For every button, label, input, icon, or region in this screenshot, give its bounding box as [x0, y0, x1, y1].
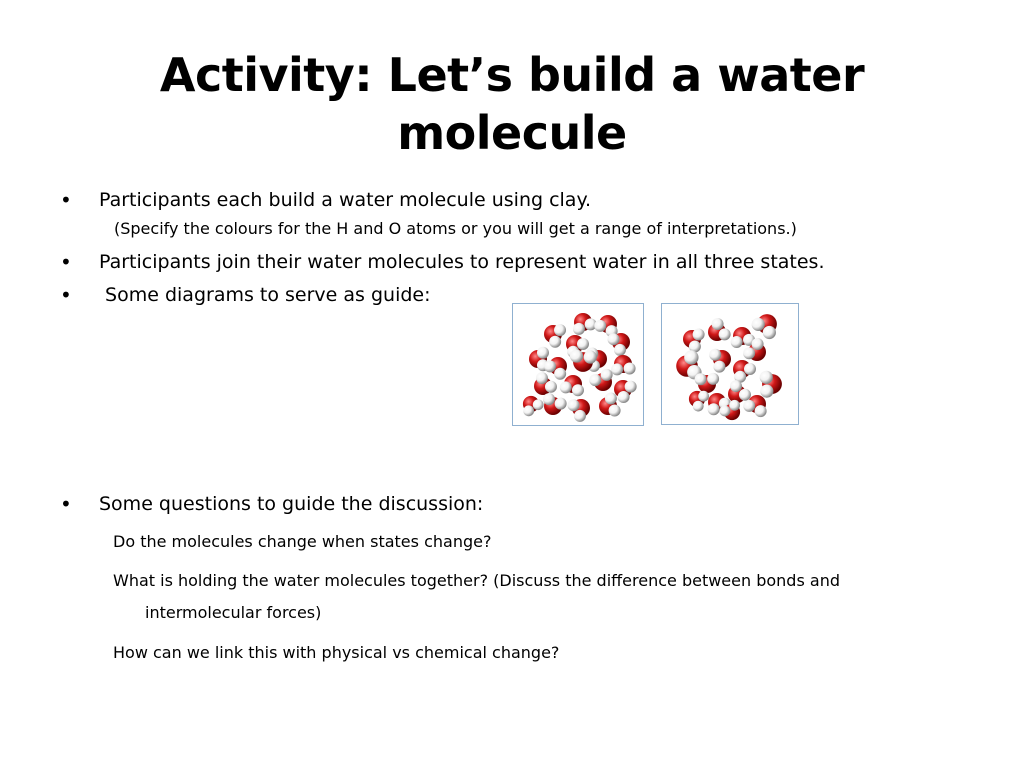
hydrogen-atom	[601, 369, 613, 381]
hydrogen-atom	[693, 401, 704, 412]
hydrogen-atom	[743, 347, 755, 359]
note-text: (Specify the colours for the H and O atoms or you will get a range of interpretations.)	[114, 219, 797, 238]
hydrogen-atom	[609, 405, 621, 417]
hydrogen-atom	[594, 320, 606, 332]
liquid-structure-diagram	[661, 303, 799, 425]
hydrogen-atom	[574, 410, 586, 422]
hydrogen-atom	[752, 318, 765, 331]
bullet-text: Participants each build a water molecule using clay.	[99, 189, 592, 211]
ice-structure-diagram	[512, 303, 644, 426]
hydrogen-atom	[568, 399, 580, 411]
hydrogen-atom	[544, 360, 556, 372]
hydrogen-atom	[698, 391, 709, 402]
hydrogen-atom	[549, 336, 561, 348]
hydrogen-atom	[584, 350, 597, 363]
hydrogen-atom	[624, 363, 636, 375]
title-line-2: molecule	[397, 106, 627, 160]
hydrogen-atom	[763, 326, 776, 339]
question-2-line-2: intermolecular forces)	[145, 603, 322, 622]
bullet-text: Participants join their water molecules to represent water in all three states.	[99, 251, 825, 273]
question-1: Do the molecules change when states change?	[113, 532, 492, 551]
hydrogen-atom	[573, 323, 585, 335]
hydrogen-atom	[744, 363, 756, 375]
bullet-marker: •	[60, 283, 72, 307]
hydrogen-atom	[545, 381, 557, 393]
bullet-text: Some questions to guide the discussion:	[99, 493, 484, 515]
hydrogen-atom	[730, 380, 742, 392]
bullet-text: Some diagrams to serve as guide:	[99, 284, 431, 306]
question-2-line-1: What is holding the water molecules together? (Discuss the difference between bonds and	[113, 571, 840, 590]
hydrogen-atom	[608, 333, 620, 345]
slide-title	[120, 46, 904, 162]
hydrogen-atom	[589, 374, 601, 386]
hydrogen-atom	[760, 371, 773, 384]
hydrogen-atom	[605, 393, 617, 405]
hydrogen-atom	[684, 350, 698, 364]
bullet-marker: •	[60, 492, 72, 516]
hydrogen-atom	[693, 328, 705, 340]
hydrogen-atom	[572, 384, 584, 396]
question-3: How can we link this with physical vs chemical change?	[113, 643, 560, 662]
hydrogen-atom	[618, 391, 630, 403]
hydrogen-atom	[523, 405, 534, 416]
hydrogen-atom	[739, 389, 751, 401]
hydrogen-atom	[554, 324, 566, 336]
hydrogen-atom	[719, 406, 730, 417]
hydrogen-atom	[713, 361, 725, 373]
hydrogen-atom	[537, 347, 549, 359]
hydrogen-atom	[533, 399, 544, 410]
hydrogen-atom	[707, 373, 719, 385]
hydrogen-atom	[752, 338, 764, 350]
hydrogen-atom	[625, 381, 637, 393]
bullet-marker: •	[60, 250, 72, 274]
hydrogen-atom	[719, 328, 731, 340]
hydrogen-atom	[611, 363, 623, 375]
hydrogen-atom	[755, 405, 767, 417]
hydrogen-atom	[743, 400, 755, 412]
hydrogen-atom	[560, 381, 572, 393]
hydrogen-atom	[614, 344, 626, 356]
title-line-1: Activity: Let’s build a water	[159, 48, 865, 102]
hydrogen-atom	[536, 372, 548, 384]
hydrogen-atom	[554, 368, 566, 380]
hydrogen-atom	[543, 393, 555, 405]
hydrogen-atom	[708, 403, 720, 415]
hydrogen-atom	[712, 318, 724, 330]
hydrogen-atom	[577, 338, 589, 350]
liquid-structure-svg	[662, 304, 798, 424]
hydrogen-atom	[731, 336, 743, 348]
hydrogen-atom	[555, 398, 567, 410]
bullet-marker: •	[60, 188, 72, 212]
hydrogen-atom	[729, 400, 740, 411]
hydrogen-atom	[760, 385, 773, 398]
hydrogen-atom	[709, 349, 721, 361]
hydrogen-atom	[695, 373, 707, 385]
hydrogen-atom	[570, 349, 583, 362]
ice-structure-svg	[513, 304, 643, 425]
